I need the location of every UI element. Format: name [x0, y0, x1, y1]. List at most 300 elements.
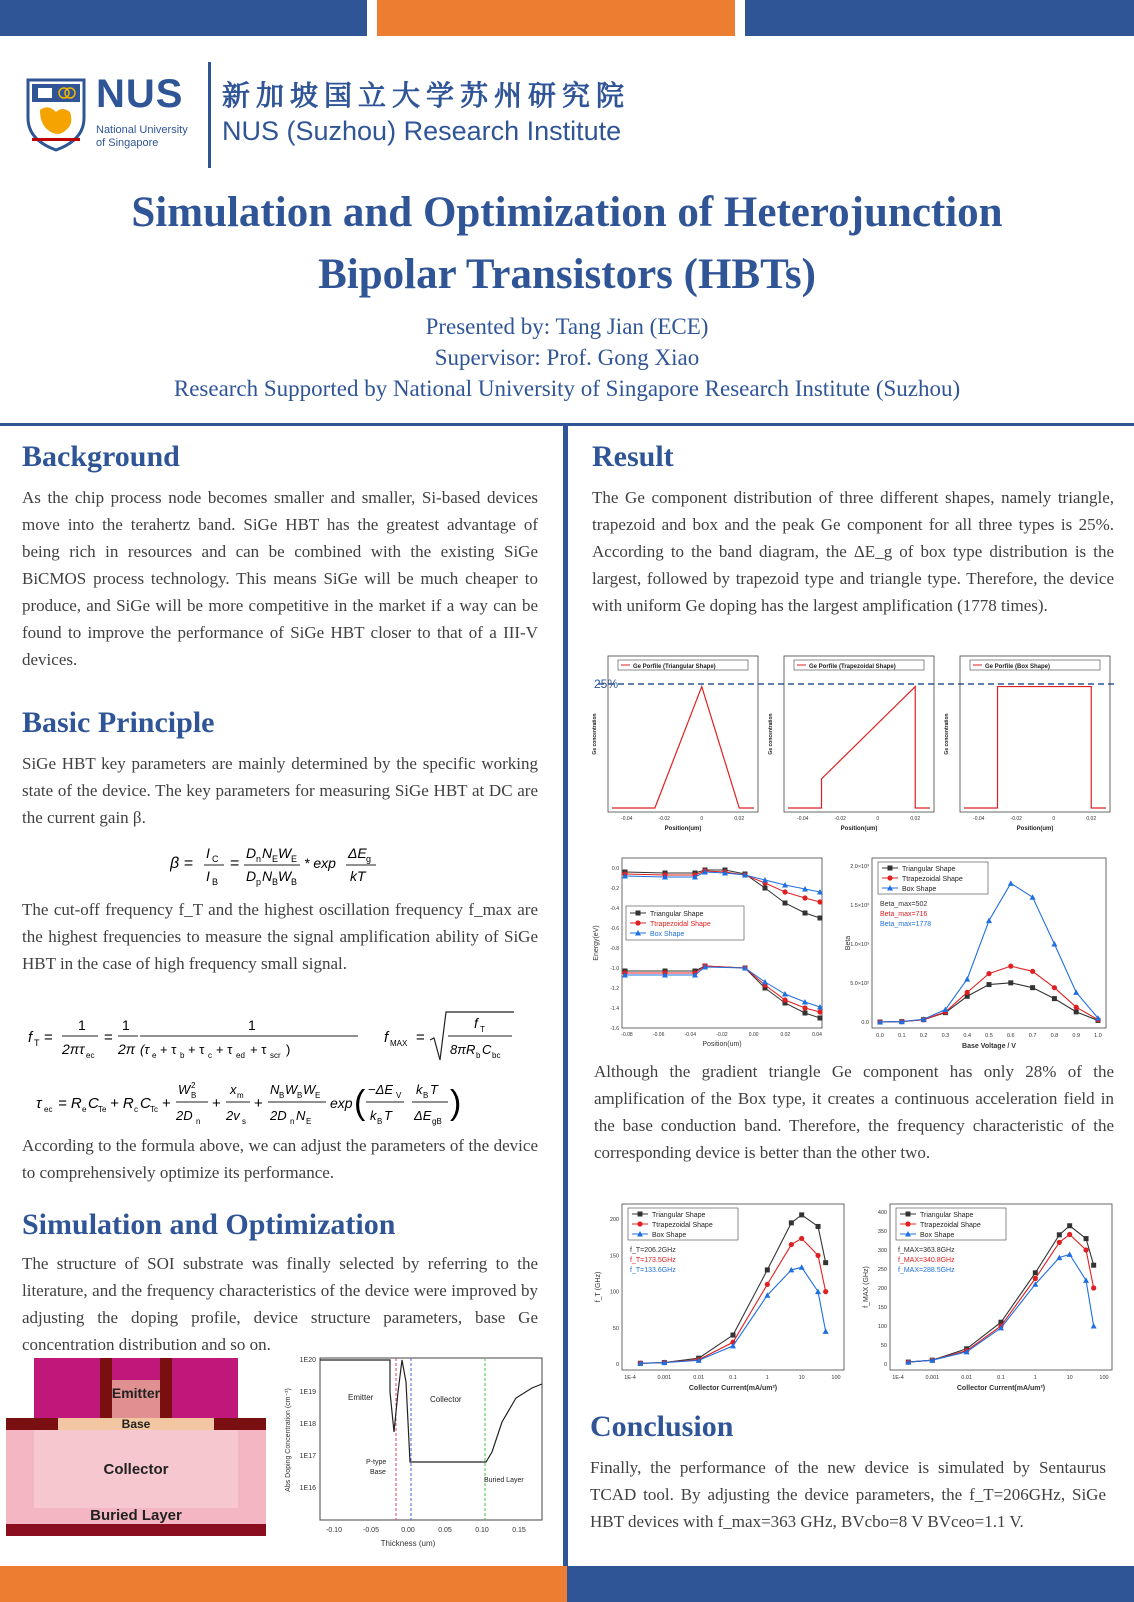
svg-text:+: +: [254, 1095, 263, 1112]
ft-ytick: 150: [609, 1253, 619, 1260]
beta-xtick: 0.5: [985, 1033, 993, 1039]
band-ytick: -1.2: [610, 986, 619, 992]
equation-fmax-render: [384, 1006, 534, 1066]
svg-text:kT: kT: [350, 868, 366, 884]
result-text-1: The Ge component distribution of three different shapes, namely triangle, trapezoid and box and the peak Ge component for all three types is 25%. According to the band diagram, the ΔE_g of box type distribution is the largest, followed by trapezoid type and triangle type. Therefore, the device with uniform Ge doping has the largest amplification (1778 times).: [592, 488, 1114, 615]
ft-ytick: 100: [609, 1289, 619, 1296]
band-point: [818, 916, 823, 921]
svg-text:V: V: [396, 1091, 402, 1100]
fmax-legend-marker: [905, 1221, 910, 1226]
svg-text:E: E: [291, 854, 298, 864]
svg-text:(τ: (τ: [140, 1042, 150, 1057]
beta-legend-label: Ttrapezoidal Shape: [902, 876, 963, 883]
peak-label: 25%: [594, 677, 619, 691]
svg-text:β =: β =: [170, 855, 193, 872]
fmax-annotation: f_MAX=340.8GHz: [898, 1257, 955, 1264]
beta-annotation: Beta_max=1778: [880, 921, 932, 928]
beta-ytick: 1.0×10³: [850, 942, 869, 948]
ge-xlabel: Position(um): [664, 826, 702, 832]
ge-plot-frame: [960, 656, 1110, 812]
ge-xlabel: Position(um): [840, 826, 878, 832]
poster-title-line1: Simulation and Optimization of Heterojunction: [131, 189, 1003, 236]
ft-annotation: f_T=206.2GHz: [630, 1247, 676, 1254]
band-ytick: -0.4: [610, 906, 619, 912]
svg-text:N: N: [262, 868, 273, 884]
svg-text:n: n: [290, 1117, 295, 1126]
fmax-ytick: 350: [877, 1229, 887, 1235]
beta-legend-marker: [888, 866, 893, 871]
band-ytick: -1.6: [610, 1026, 619, 1032]
band-ytick: -1.0: [610, 966, 619, 972]
svg-text:B: B: [297, 1091, 303, 1100]
org-name-line1: National University: [96, 124, 188, 136]
ge-xlabel: Position(um): [1016, 826, 1054, 832]
beta-xtick: 0.3: [941, 1033, 950, 1039]
header-logo: [26, 62, 686, 172]
doping-profile-svg: [280, 1352, 550, 1552]
svg-text:exp: exp: [330, 1095, 353, 1111]
svg-text:x: x: [230, 1082, 237, 1097]
ft-ylabel: f_T (GHz): [595, 1271, 602, 1303]
band-point: [817, 1009, 822, 1014]
beta-legend-label: Triangular Shape: [902, 866, 956, 873]
nus-crest-icon: [26, 78, 86, 152]
fmax-legend-marker: [906, 1212, 911, 1217]
svg-text:C: C: [212, 854, 219, 864]
ge-xtick: -0.02: [1010, 816, 1022, 822]
fmax-svg: [860, 1200, 1118, 1400]
ge-ylabel: Ge concentration: [592, 713, 598, 755]
fmax-point: [1084, 1236, 1089, 1241]
equation-fmax: [384, 1006, 534, 1066]
conclusion-heading: Conclusion: [590, 1410, 734, 1443]
doping-label-emitter: Emitter: [348, 1393, 374, 1402]
beta-svg: [842, 854, 1114, 1050]
bottom-bar-right: [567, 1566, 1134, 1602]
fmax-annotation: f_MAX=363.8GHz: [898, 1247, 955, 1254]
beta-point: [965, 990, 970, 995]
doping-ylabel: Abs Doping Concentration (cm⁻³): [285, 1388, 292, 1492]
svg-text:): ): [286, 1042, 291, 1057]
svg-text:ΔE: ΔE: [348, 845, 367, 861]
ft-xtick: 0.01: [693, 1375, 705, 1381]
ft-legend-marker: [638, 1212, 643, 1217]
svg-text:n: n: [196, 1117, 201, 1126]
fmax-ytick: 200: [877, 1286, 887, 1292]
beta-legend-marker: [887, 875, 892, 880]
svg-text:E: E: [315, 1091, 321, 1100]
svg-text:B: B: [279, 1091, 285, 1100]
conclusion-text: Finally, the performance of the new device is simulated by Sentaurus TCAD tool. By adjusting the device parameters, the f_T=206GHz, SiGe HBT devices with f_max=363 GHz, BVcbo=8 V BVceo=1.1 V.: [590, 1458, 1106, 1531]
fmax-point: [1083, 1247, 1088, 1252]
band-ytick: 0.0: [612, 866, 619, 872]
band-point: [802, 1005, 807, 1010]
fmax-xtick: 100: [1099, 1375, 1109, 1381]
structure-label-buried-layer: Buried Layer: [90, 1507, 182, 1524]
svg-text:τ: τ: [36, 1095, 42, 1112]
svg-text:+ R: + R: [110, 1095, 134, 1112]
top-bar-left: [0, 0, 367, 36]
svg-text:+ τ: + τ: [216, 1042, 233, 1057]
svg-text:−ΔE: −ΔE: [368, 1082, 393, 1097]
band-legend-label: Triangular Shape: [650, 911, 704, 918]
beta-xtick: 0.4: [963, 1033, 972, 1039]
svg-text:+ τ: + τ: [160, 1042, 177, 1057]
structure-label-base: Base: [121, 1417, 151, 1431]
supervisor: Supervisor: Prof. Gong Xiao: [434, 345, 700, 370]
doping-ytick: 1E19: [299, 1389, 316, 1396]
svg-text:b: b: [476, 1051, 481, 1060]
svg-text:W: W: [303, 1082, 316, 1097]
svg-text:W: W: [278, 845, 292, 861]
beta-xtick: 1.0: [1094, 1033, 1102, 1039]
svg-text:e: e: [152, 1051, 157, 1060]
presenter: Presented by: Tang Jian (ECE): [425, 314, 709, 339]
svg-text:m: m: [237, 1091, 244, 1100]
ft-xtick: 0.001: [657, 1375, 672, 1381]
beta-ytick: 1.5×10³: [850, 903, 869, 909]
svg-text:c: c: [134, 1105, 138, 1114]
doping-profile-plot: [280, 1352, 550, 1552]
svg-text:T: T: [480, 1025, 485, 1034]
svg-text:B: B: [212, 877, 219, 887]
ft-annotation: f_T=133.6GHz: [630, 1267, 676, 1274]
svg-text:bc: bc: [492, 1051, 501, 1060]
fmax-xtick: 10: [1066, 1375, 1073, 1381]
institute-name-cn: 新加坡国立大学苏州研究院: [222, 79, 631, 112]
svg-text:N: N: [270, 1082, 280, 1097]
doping-ytick: 1E20: [299, 1357, 316, 1364]
ft-point: [765, 1282, 770, 1287]
ft-legend-label: Ttrapezoidal Shape: [652, 1222, 713, 1229]
svg-text:k: k: [416, 1082, 423, 1097]
svg-text:(: (: [354, 1084, 366, 1122]
ge-xtick: 0.02: [1086, 816, 1097, 822]
svg-text:I: I: [206, 868, 210, 884]
beta-ytick: 5.0×10²: [850, 981, 869, 987]
beta-point: [987, 982, 992, 987]
beta-xtick: 0.6: [1006, 1033, 1015, 1039]
svg-text:T: T: [430, 1082, 438, 1097]
svg-text:ec: ec: [86, 1051, 95, 1060]
fmax-legend-label: Box Shape: [920, 1232, 955, 1239]
svg-text:B: B: [423, 1091, 429, 1100]
beta-point: [1074, 1009, 1079, 1014]
ft-point: [823, 1260, 828, 1265]
svg-text:T: T: [34, 1038, 40, 1048]
beta-xtick: 0.0: [876, 1033, 884, 1039]
fmax-legend-label: Triangular Shape: [920, 1212, 974, 1219]
fmax-ytick: 300: [877, 1248, 887, 1254]
beta-xtick: 0.1: [897, 1033, 906, 1039]
doping-xtick: 0.05: [438, 1527, 452, 1534]
top-bar-center: [377, 0, 735, 36]
doping-xtick: -0.10: [326, 1527, 342, 1534]
doping-xtick: 0.15: [512, 1527, 526, 1534]
band-point: [817, 899, 822, 904]
ft-legend-label: Box Shape: [652, 1232, 687, 1239]
band-xtick: 0.04: [812, 1032, 822, 1038]
ft-chart: [592, 1200, 850, 1400]
fmax-xtick: 0.001: [925, 1375, 940, 1381]
doping-xlabel: Thickness (um): [380, 1539, 436, 1548]
fmax-ytick: 50: [880, 1343, 887, 1349]
ft-xtick: 10: [798, 1375, 805, 1381]
svg-text:W: W: [285, 1082, 298, 1097]
institute-name-en: NUS (Suzhou) Research Institute: [222, 116, 622, 146]
support-line: Research Supported by National University of Singapore Research Institute (Suzhou): [173, 376, 961, 401]
beta-chart: [842, 854, 1114, 1050]
beta-point: [1008, 980, 1013, 985]
beta-xlabel: Base Voltage / V: [962, 1043, 1016, 1050]
svg-text:MAX: MAX: [390, 1039, 408, 1048]
svg-text:= R: = R: [58, 1095, 82, 1112]
fmax-point: [1091, 1285, 1096, 1290]
band-xtick: -0.02: [716, 1032, 728, 1038]
ft-ytick: 200: [609, 1217, 619, 1224]
svg-text:B: B: [377, 1117, 383, 1126]
fmax-ytick: 100: [877, 1324, 887, 1330]
ge-xtick: -0.04: [621, 816, 633, 822]
svg-text:ed: ed: [236, 1051, 245, 1060]
ge-profile-line: [788, 687, 930, 808]
ft-legend-label: Triangular Shape: [652, 1212, 706, 1219]
band-diagram-svg: [588, 854, 828, 1050]
ge-profile-line: [612, 687, 754, 808]
svg-text:2D: 2D: [176, 1108, 193, 1123]
svg-text:e: e: [82, 1105, 87, 1114]
svg-text:N: N: [296, 1108, 306, 1123]
beta-point: [1052, 996, 1057, 1001]
band-diagram-chart: [588, 854, 828, 1050]
beta-point: [1030, 969, 1035, 974]
ge-xtick: -0.04: [973, 816, 985, 822]
svg-text:scr: scr: [270, 1051, 281, 1060]
beta-ytick: 0.0: [861, 1020, 869, 1026]
logo-divider: [208, 62, 211, 168]
svg-text:+: +: [162, 1095, 171, 1112]
svg-text:2πτ: 2πτ: [62, 1041, 85, 1057]
band-ylabel: Energy(eV): [593, 925, 600, 961]
svg-text:b: b: [180, 1051, 185, 1060]
poster-title-line2: Bipolar Transistors (HBTs): [318, 251, 816, 298]
ge-profile-line: [964, 687, 1106, 808]
ft-xtick: 1: [765, 1375, 769, 1381]
band-xtick: -0.06: [652, 1032, 665, 1038]
ge-profile-svg: [588, 648, 1116, 848]
ge-xtick: -0.02: [834, 816, 846, 822]
org-name: [96, 124, 206, 150]
doping-ytick: 1E17: [299, 1453, 316, 1460]
ft-point: [816, 1224, 821, 1229]
ft-xtick: 0.1: [729, 1375, 737, 1381]
ft-ytick: 0: [615, 1362, 619, 1368]
svg-text:=: =: [104, 1029, 113, 1046]
beta-annotation: Beta_max=502: [880, 901, 928, 908]
ge-chart-title: Ge Porfile (Trapezoidal Shape): [809, 664, 896, 670]
band-xtick: 0.02: [780, 1032, 791, 1038]
svg-text:2π: 2π: [118, 1041, 136, 1057]
beta-xtick: 0.9: [1072, 1033, 1081, 1039]
band-point: [803, 1011, 808, 1016]
fmax-point: [1033, 1276, 1038, 1281]
fmax-annotation: f_MAX=288.5GHz: [898, 1267, 955, 1274]
beta-annotation: Beta_max=716: [880, 911, 928, 918]
result-heading: Result: [592, 440, 674, 473]
simulation-text: The structure of SOI substrate was finally selected by referring to the literature, and the frequency characteristics of the device were improved by adjusting the doping profile, device structure parameters, base Ge concentration distribution and so on.: [22, 1254, 538, 1354]
ge-ylabel: Ge concentration: [768, 713, 774, 755]
band-point: [783, 901, 788, 906]
band-ytick: -1.4: [610, 1006, 619, 1012]
band-legend-label: Box Shape: [650, 931, 685, 938]
ge-ylabel: Ge concentration: [944, 713, 950, 755]
structure-label-emitter: Emitter: [111, 1385, 161, 1401]
svg-text:f: f: [28, 1029, 33, 1046]
fmax-point: [1057, 1240, 1062, 1245]
fmax-xlabel: Collector Current(mA/um²): [956, 1385, 1046, 1392]
svg-text:Te: Te: [98, 1105, 107, 1114]
band-point: [803, 911, 808, 916]
ge-xtick: 0: [876, 816, 880, 822]
fmax-point: [1033, 1270, 1038, 1275]
ge-xtick: 0.02: [734, 816, 745, 822]
band-point: [782, 997, 787, 1002]
ge-xtick: 0: [1052, 816, 1056, 822]
fmax-ytick: 150: [877, 1305, 887, 1311]
svg-text:C: C: [140, 1095, 151, 1112]
top-bar-right: [745, 0, 1134, 36]
ge-xtick: 0: [700, 816, 704, 822]
org-name-line2: of Singapore: [96, 137, 159, 149]
fmax-xtick: 1E-4: [892, 1375, 904, 1381]
ft-point: [789, 1220, 794, 1225]
doping-label-base: Base: [370, 1469, 386, 1476]
equation-tau-ec: [36, 1074, 536, 1132]
fmax-point: [1091, 1263, 1096, 1268]
ft-point: [731, 1333, 736, 1338]
device-structure-diagram: [6, 1358, 266, 1536]
svg-text:E: E: [306, 1117, 312, 1126]
svg-text:=: =: [44, 1029, 53, 1046]
svg-text:W: W: [278, 868, 292, 884]
equation-beta-render: [170, 838, 410, 888]
ft-point: [815, 1253, 820, 1258]
ge-xtick: -0.02: [658, 816, 670, 822]
fmax-xtick: 1: [1033, 1375, 1037, 1381]
simulation-heading: Simulation and Optimization: [22, 1208, 396, 1241]
ge-xtick: 0.02: [910, 816, 921, 822]
svg-text:+ τ: + τ: [188, 1042, 205, 1057]
band-legend-marker: [635, 920, 640, 925]
result-text-2: Although the gradient triangle Ge component has only 28% of the amplification of the Box type, it creates a continuous acceleration field in the base conduction band. Therefore, the frequency characteristic of the corresponding device is better than the other two.: [594, 1062, 1114, 1162]
bottom-bar-left: [0, 1566, 567, 1602]
svg-text:* exp: * exp: [304, 855, 336, 871]
band-legend-label: Ttrapezoidal Shape: [650, 921, 711, 928]
doping-label-buried: Buried Layer: [484, 1477, 524, 1484]
fmax-legend-label: Ttrapezoidal Shape: [920, 1222, 981, 1229]
svg-text:1: 1: [248, 1017, 256, 1033]
fmax-point: [1057, 1232, 1062, 1237]
fmax-chart: [860, 1200, 1118, 1400]
fmax-ylabel: f_MAX (GHz): [863, 1266, 870, 1308]
beta-xtick: 0.2: [919, 1033, 928, 1039]
svg-text:B: B: [272, 877, 279, 887]
svg-text:T: T: [384, 1108, 392, 1123]
svg-text:Tc: Tc: [150, 1105, 158, 1114]
equation-beta: [170, 838, 410, 888]
svg-text:B: B: [291, 877, 298, 887]
doping-xtick: 0.10: [475, 1527, 489, 1534]
band-xtick: -0.04: [684, 1032, 697, 1038]
ge-chart-title: Ge Porfile (Box Shape): [985, 664, 1051, 670]
fmax-ytick: 250: [877, 1267, 887, 1273]
ft-xlabel: Collector Current(mA/um²): [688, 1385, 778, 1392]
svg-text:+: +: [212, 1095, 221, 1112]
doping-label-collector: Collector: [430, 1395, 462, 1404]
fmax-point: [1067, 1232, 1072, 1237]
svg-text:n: n: [256, 854, 262, 864]
beta-xtick: 0.8: [1050, 1033, 1059, 1039]
ge-plot-frame: [784, 656, 934, 812]
svg-text:=: =: [230, 855, 240, 872]
svg-text:f: f: [384, 1029, 389, 1046]
doping-ytick: 1E16: [299, 1485, 316, 1492]
ft-xtick: 100: [831, 1375, 841, 1381]
svg-text:): ): [450, 1084, 462, 1122]
svg-text:c: c: [208, 1051, 212, 1060]
beta-point: [1052, 985, 1057, 990]
svg-text:E: E: [272, 854, 279, 864]
band-point: [763, 886, 768, 891]
principle-text-2: The cut-off frequency f_T and the highest oscillation frequency f_max are the highest frequencies to measure the signal amplification ability of SiGe HBT in the case of high frequency small signal.: [22, 900, 538, 973]
beta-ytick: 2.0×10³: [850, 864, 869, 870]
beta-ylabel: Beta: [845, 935, 852, 951]
band-xtick: -0.08: [621, 1032, 633, 1038]
svg-text:C: C: [482, 1042, 492, 1057]
ge-chart-title: Ge Porfile (Triangular Shape): [633, 664, 716, 670]
svg-text:2D: 2D: [270, 1108, 287, 1123]
band-xlabel: Position(um): [702, 1041, 742, 1048]
svg-text:k: k: [370, 1108, 377, 1123]
svg-text:ec: ec: [44, 1105, 53, 1114]
svg-text:ΔE: ΔE: [414, 1108, 432, 1123]
beta-legend-label: Box Shape: [902, 886, 937, 893]
background-heading: Background: [22, 440, 180, 473]
svg-text:I: I: [206, 845, 210, 861]
fmax-ytick: 0: [883, 1362, 887, 1368]
beta-point: [986, 971, 991, 976]
band-xtick: 0.00: [748, 1032, 759, 1038]
beta-point: [1030, 985, 1035, 990]
equation-ft-render: [28, 1010, 378, 1064]
svg-text:2: 2: [191, 1081, 196, 1090]
fmax-point: [1067, 1223, 1072, 1228]
equation-tau-ec-render: [36, 1074, 536, 1132]
svg-text:D: D: [246, 868, 257, 884]
ge-profile-charts: [588, 648, 1116, 848]
background-text: As the chip process node becomes smaller and smaller, Si-based devices move into the terahertz band. SiGe HBT has the greatest advantage of being rich in resources and can be combined with the existing SiGe BiCMOS process technology. This means SiGe will be much cheaper to produce, and SiGe will be more competitive in the market if a way can be found to improve the performance of SiGe HBT closer to that of a III-V devices.: [22, 488, 538, 669]
ft-xtick: 1E-4: [624, 1375, 636, 1381]
svg-text:+ τ: + τ: [250, 1042, 267, 1057]
ft-point: [799, 1212, 804, 1217]
structure-label-collector: Collector: [103, 1461, 169, 1478]
band-ytick: -0.6: [610, 926, 619, 932]
ft-legend-marker: [637, 1221, 642, 1226]
svg-text:=: =: [416, 1029, 425, 1046]
beta-point: [1008, 964, 1013, 969]
beta-xtick: 0.7: [1028, 1033, 1037, 1039]
svg-text:W: W: [178, 1082, 191, 1097]
